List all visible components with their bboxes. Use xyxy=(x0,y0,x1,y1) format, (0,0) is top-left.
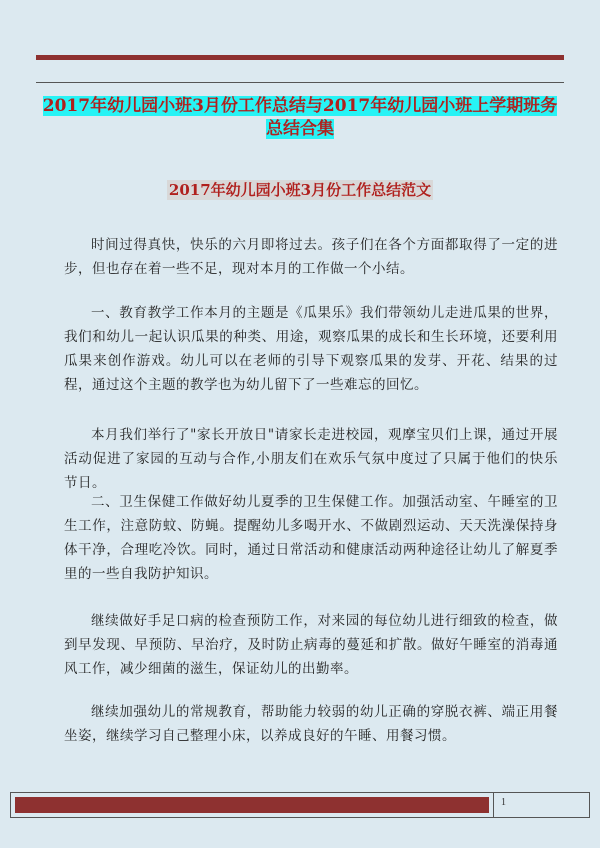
page-number: 1 xyxy=(501,797,506,808)
paragraph-teaching: 一、教育教学工作本月的主题是《瓜果乐》我们带领幼儿走进瓜果的世界，我们和幼儿一起认识瓜果的种类、用途，观察瓜果的成长和生长环境，还要利用瓜果来创作游戏。幼儿可以在老师的引导下观察瓜果的发芽、开花、结果的过程，通过这个主题的教学也为幼儿留下了一些难忘的回忆。 xyxy=(64,305,558,393)
footer-divider xyxy=(493,793,494,817)
paragraph-routine: 继续加强幼儿的常规教育，帮助能力较弱的幼儿正确的穿脱衣裤、端正用餐坐姿，继续学习自己整理小床，以养成良好的午睡、用餐习惯。 xyxy=(64,704,558,744)
paragraph-parents-day: 本月我们举行了"家长开放日"请家长走进校园，观摩宝贝们上课，通过开展活动促进了家园的互动与合作,小朋友们在欢乐气氛中度过了只属于他们的快乐节日。 xyxy=(64,427,558,491)
header-decorative-bar xyxy=(36,55,564,60)
header-divider xyxy=(36,82,564,83)
paragraph-health: 二、卫生保健工作做好幼儿夏季的卫生保健工作。加强活动室、午睡室的卫生工作，注意防蚊、防蝇。提醒幼儿多喝开水、不做剧烈运动、天天洗澡保持身体干净，合理吃冷饮。同时，通过日常活动和健康活动两种途径让幼儿了解夏季里的一些自我防护知识。 xyxy=(64,494,558,582)
document-title-text: 2017年幼儿园小班3月份工作总结与2017年幼儿园小班上学期班务总结合集 xyxy=(42,96,558,139)
document-subtitle-text: 2017年幼儿园小班3月份工作总结范文 xyxy=(168,181,432,199)
document-subtitle xyxy=(36,180,564,200)
paragraph-intro: 时间过得真快，快乐的六月即将过去。孩子们在各个方面都取得了一定的进步，但也存在着一些不足，现对本月的工作做一个小结。 xyxy=(64,237,558,277)
page-footer xyxy=(10,792,590,818)
paragraph-disease-prevention: 继续做好手足口病的检查预防工作，对来园的每位幼儿进行细致的检查，做到早发现、早预防、早治疗，及时防止病毒的蔓延和扩散。做好午睡室的消毒通风工作，减少细菌的滋生，保证幼儿的出勤率。 xyxy=(64,613,558,677)
footer-decorative-bar xyxy=(15,797,489,813)
document-title xyxy=(36,95,564,141)
